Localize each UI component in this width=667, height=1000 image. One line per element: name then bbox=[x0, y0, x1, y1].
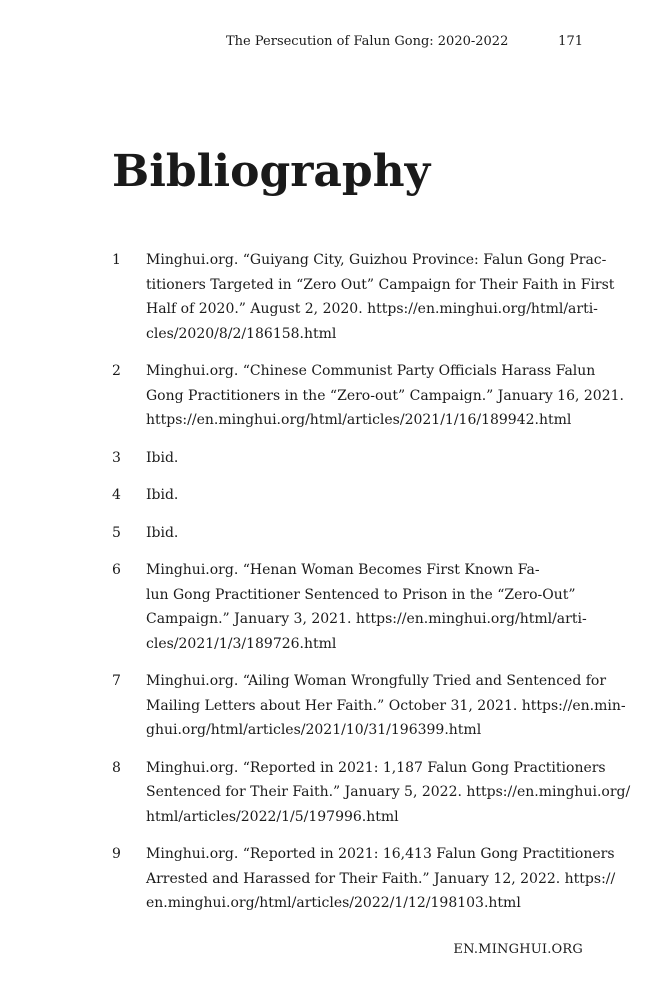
entry-text bbox=[146, 359, 624, 433]
entry-line: Sentenced for Their Faith.” January 5, 2022. https://en.minghui.org/ bbox=[146, 784, 631, 800]
bibliography-entry-3 bbox=[112, 446, 582, 471]
entry-text bbox=[146, 756, 630, 830]
entry-line: Minghui.org. “Reported in 2021: 1,187 Falun Gong Practitioners bbox=[146, 759, 606, 776]
bibliography-entry-8 bbox=[112, 756, 631, 830]
entry-number: 1 bbox=[112, 252, 121, 268]
entry-line: Campaign.” January 3, 2021. https://en.minghui.org/html/arti- bbox=[146, 611, 587, 627]
entry-line: Minghui.org. “Chinese Communist Party Officials Harass Falun bbox=[146, 363, 596, 379]
entry-number: 2 bbox=[112, 363, 121, 379]
entry-line: lun Gong Practitioner Sentenced to Prison in the “Zero-Out” bbox=[146, 586, 576, 603]
running-footer: EN.MINGHUI.ORG bbox=[453, 942, 583, 957]
entry-text bbox=[146, 558, 587, 656]
bibliography-entry-7 bbox=[112, 669, 626, 743]
entry-line: Minghui.org. “Henan Woman Becomes First Known Fa- bbox=[146, 562, 540, 578]
entry-text bbox=[146, 483, 582, 508]
entry-line: Minghui.org. “Reported in 2021: 16,413 Falun Gong Practitioners bbox=[146, 846, 615, 862]
entry-line: en.minghui.org/html/articles/2022/1/12/198103.html bbox=[146, 895, 521, 911]
bibliography-entry-1 bbox=[112, 248, 615, 346]
running-header bbox=[0, 34, 667, 54]
bibliography-entry-4 bbox=[112, 483, 582, 508]
entry-line: ghui.org/html/articles/2021/10/31/196399.html bbox=[146, 722, 482, 738]
entry-line: Mailing Letters about Her Faith.” October 31, 2021. https://en.min- bbox=[146, 697, 626, 714]
bibliography-entry-5 bbox=[112, 521, 582, 546]
bibliography-entry-9 bbox=[112, 842, 616, 916]
entry-number: 9 bbox=[112, 846, 121, 862]
entry-text bbox=[146, 842, 615, 916]
entry-number: 7 bbox=[112, 673, 121, 689]
entry-number: 5 bbox=[112, 524, 121, 541]
entry-text bbox=[146, 248, 614, 346]
entry-line: Arrested and Harassed for Their Faith.” January 12, 2022. https:// bbox=[146, 870, 616, 887]
entry-line: Ibid. bbox=[146, 449, 179, 466]
entry-line: titioners Targeted in “Zero Out” Campaign for Their Faith in First bbox=[146, 276, 615, 293]
bibliography-list bbox=[112, 248, 631, 929]
entry-text bbox=[146, 669, 626, 743]
entry-text bbox=[146, 446, 582, 471]
entry-number: 3 bbox=[112, 449, 121, 466]
entry-text bbox=[146, 521, 582, 546]
entry-number: 6 bbox=[112, 562, 121, 578]
entry-line: Gong Practitioners in the “Zero-out” Campaign.” January 16, 2021. bbox=[146, 387, 624, 404]
entry-line: https://en.minghui.org/html/articles/2021/1/16/189942.html bbox=[146, 412, 572, 428]
entry-line: cles/2020/8/2/186158.html bbox=[146, 325, 337, 342]
entry-number: 4 bbox=[112, 487, 121, 503]
entry-line: html/articles/2022/1/5/197996.html bbox=[146, 808, 399, 825]
bibliography-entry-6 bbox=[112, 558, 587, 656]
entry-line: Ibid. bbox=[146, 487, 179, 503]
page-number: 171 bbox=[558, 34, 583, 49]
running-title: The Persecution of Falun Gong: 2020-2022 bbox=[226, 34, 509, 49]
entry-line: Ibid. bbox=[146, 524, 179, 541]
entry-line: Minghui.org. “Guiyang City, Guizhou Province: Falun Gong Prac- bbox=[146, 252, 607, 268]
entry-line: Half of 2020.” August 2, 2020. https://en.minghui.org/html/arti- bbox=[146, 301, 598, 317]
entry-line: Minghui.org. “Ailing Woman Wrongfully Tried and Sentenced for bbox=[146, 673, 607, 689]
bibliography-entry-2 bbox=[112, 359, 624, 433]
entry-line: cles/2021/1/3/189726.html bbox=[146, 635, 337, 652]
entry-number: 8 bbox=[112, 759, 121, 776]
page-title: Bibliography bbox=[112, 146, 431, 197]
